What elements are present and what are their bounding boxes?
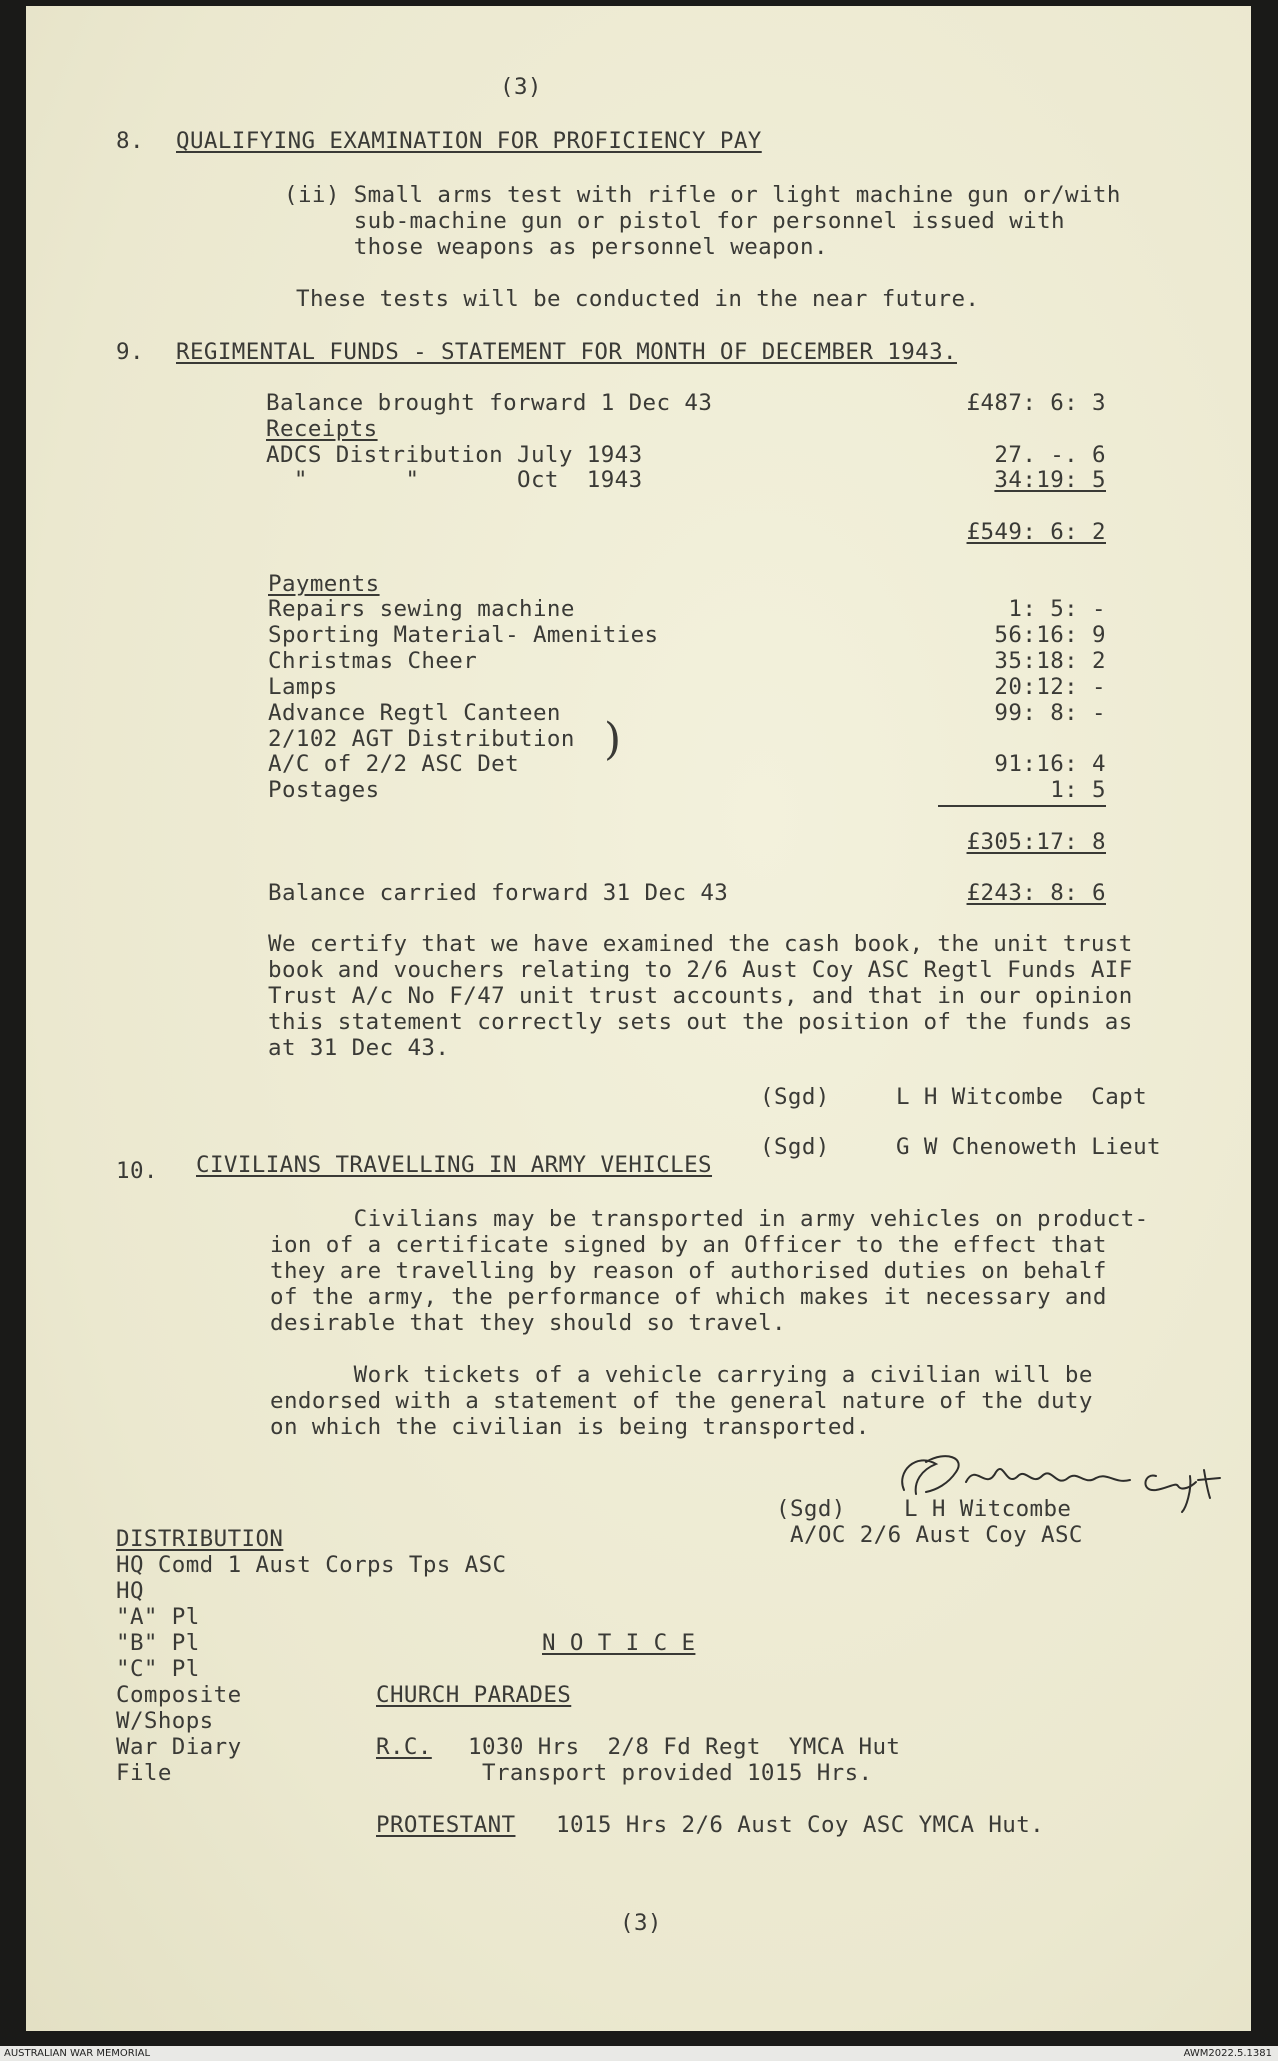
certify-line-5: at 31 Dec 43. [268, 1035, 450, 1061]
signature-1-name: L H Witcombe Capt [896, 1084, 1148, 1110]
payment-row-3-label: Christmas Cheer [268, 648, 478, 674]
signoff-sgd: (Sgd) [776, 1496, 846, 1522]
protestant-line: 1015 Hrs 2/6 Aust Coy ASC YMCA Hut. [556, 1812, 1045, 1838]
distribution-item: "C" Pl [116, 1656, 200, 1682]
section-10-para2-line-3: on which the civilian is being transported. [270, 1414, 870, 1440]
archive-footer [0, 2046, 1278, 2061]
signature-2-name: G W Chenoweth Lieut [896, 1134, 1161, 1160]
certify-line-1: We certify that we have examined the cash book, the unit trust [268, 931, 1133, 957]
distribution-item: File [116, 1760, 172, 1786]
payment-row-4-label: Lamps [268, 674, 338, 700]
distribution-item: W/Shops [116, 1708, 214, 1734]
document-page [26, 6, 1251, 2031]
receipt-row-2-label: " " Oct 1943 [266, 467, 643, 493]
payment-row-7-label: A/C of 2/2 ASC Det [268, 751, 520, 777]
section-9-heading: REGIMENTAL FUNDS - STATEMENT FOR MONTH OF DECEMBER 1943. [176, 339, 957, 365]
receipts-total: £549: 6: 2 [966, 519, 1106, 545]
balance-bf-amount: £487: 6: 3 [966, 390, 1106, 416]
section-8-heading: QUALIFYING EXAMINATION FOR PROFICIENCY PAY [176, 128, 762, 154]
balance-bf-label: Balance brought forward 1 Dec 43 [266, 390, 713, 416]
distribution-item: Composite [116, 1682, 242, 1708]
payments-heading: Payments [268, 571, 380, 597]
payment-row-5-label: Advance Regtl Canteen [268, 700, 561, 726]
certify-line-4: this statement correctly sets out the position of the funds as [268, 1009, 1133, 1035]
payment-row-8-amount: 1: 5 [1050, 777, 1106, 803]
section-10-number: 10. [116, 1158, 158, 1184]
payments-subtotal-rule [938, 805, 1106, 807]
distribution-item: "B" Pl [116, 1630, 200, 1656]
receipt-row-2-amount: 34:19: 5 [994, 467, 1106, 493]
payment-row-3-amount: 35:18: 2 [994, 648, 1106, 674]
page-number-bottom: (3) [620, 1910, 662, 1936]
receipt-row-1-label: ADCS Distribution July 1943 [266, 442, 643, 468]
signoff-name: L H Witcombe [904, 1496, 1072, 1522]
bracket-mark: ) [604, 714, 622, 765]
distribution-item: "A" Pl [116, 1604, 200, 1630]
section-10-para2-line-2: endorsed with a statement of the general nature of the duty [270, 1388, 1093, 1414]
section-9-number: 9. [116, 339, 144, 365]
payment-row-1-label: Repairs sewing machine [268, 596, 575, 622]
payment-row-2-amount: 56:16: 9 [994, 622, 1106, 648]
payment-row-5-amount: 99: 8: - [994, 700, 1106, 726]
page-number-top: (3) [500, 74, 542, 100]
receipts-heading: Receipts [266, 416, 378, 442]
section-8-line-1: (ii) Small arms test with rifle or light machine gun or/with [284, 182, 1121, 208]
balance-cf-label: Balance carried forward 31 Dec 43 [268, 880, 729, 906]
section-8-line-3: those weapons as personnel weapon. [284, 234, 828, 260]
archive-reference: AWM2022.5.1381 [1183, 2048, 1272, 2059]
section-10-para1-line-4: of the army, the performance of which makes it necessary and [270, 1284, 1107, 1310]
archive-name: AUSTRALIAN WAR MEMORIAL [4, 2048, 151, 2059]
signature-1-sgd: (Sgd) [760, 1084, 830, 1110]
section-10-heading: CIVILIANS TRAVELLING IN ARMY VEHICLES [196, 1152, 713, 1178]
section-10-para1-line-1: Civilians may be transported in army vehicles on product- [270, 1206, 1149, 1232]
rc-line-1: 1030 Hrs 2/8 Fd Regt YMCA Hut [468, 1734, 901, 1760]
payment-row-1-amount: 1: 5: - [1008, 596, 1106, 622]
payment-row-8-label: Postages [268, 777, 380, 803]
distribution-item: War Diary [116, 1734, 242, 1760]
section-8-number: 8. [116, 128, 144, 154]
rc-label: R.C. [376, 1734, 432, 1760]
signature-2-sgd: (Sgd) [760, 1134, 830, 1160]
payments-total: £305:17: 8 [966, 829, 1106, 855]
payment-row-2-label: Sporting Material- Amenities [268, 622, 659, 648]
certify-line-3: Trust A/c No F/47 unit trust accounts, and that in our opinion [268, 983, 1133, 1009]
section-8-line-2: sub-machine gun or pistol for personnel issued with [284, 208, 1065, 234]
receipt-row-1-amount: 27. -. 6 [994, 442, 1106, 468]
certify-line-2: book and vouchers relating to 2/6 Aust Coy ASC Regtl Funds AIF [268, 957, 1133, 983]
church-parades-heading: CHURCH PARADES [376, 1682, 572, 1708]
payment-row-7-amount: 91:16: 4 [994, 751, 1106, 777]
section-10-para2-line-1: Work tickets of a vehicle carrying a civilian will be [270, 1362, 1093, 1388]
protestant-label: PROTESTANT [376, 1812, 516, 1838]
distribution-heading: DISTRIBUTION [116, 1526, 284, 1552]
distribution-item: HQ Comd 1 Aust Corps Tps ASC [116, 1552, 507, 1578]
section-10-para1-line-3: they are travelling by reason of authorised duties on behalf [270, 1258, 1107, 1284]
section-10-para1-line-5: desirable that they should so travel. [270, 1310, 787, 1336]
payment-row-6-label: 2/102 AGT Distribution [268, 726, 575, 752]
signoff-title: A/OC 2/6 Aust Coy ASC [790, 1522, 1083, 1548]
distribution-item: HQ [116, 1578, 144, 1604]
rc-line-2: Transport provided 1015 Hrs. [482, 1760, 873, 1786]
payment-row-4-amount: 20:12: - [994, 674, 1106, 700]
notice-title: N O T I C E [542, 1630, 696, 1656]
section-10-para1-line-2: ion of a certificate signed by an Officer to the effect that [270, 1232, 1107, 1258]
balance-cf-amount: £243: 8: 6 [966, 880, 1106, 906]
section-8-note: These tests will be conducted in the near future. [296, 286, 980, 312]
